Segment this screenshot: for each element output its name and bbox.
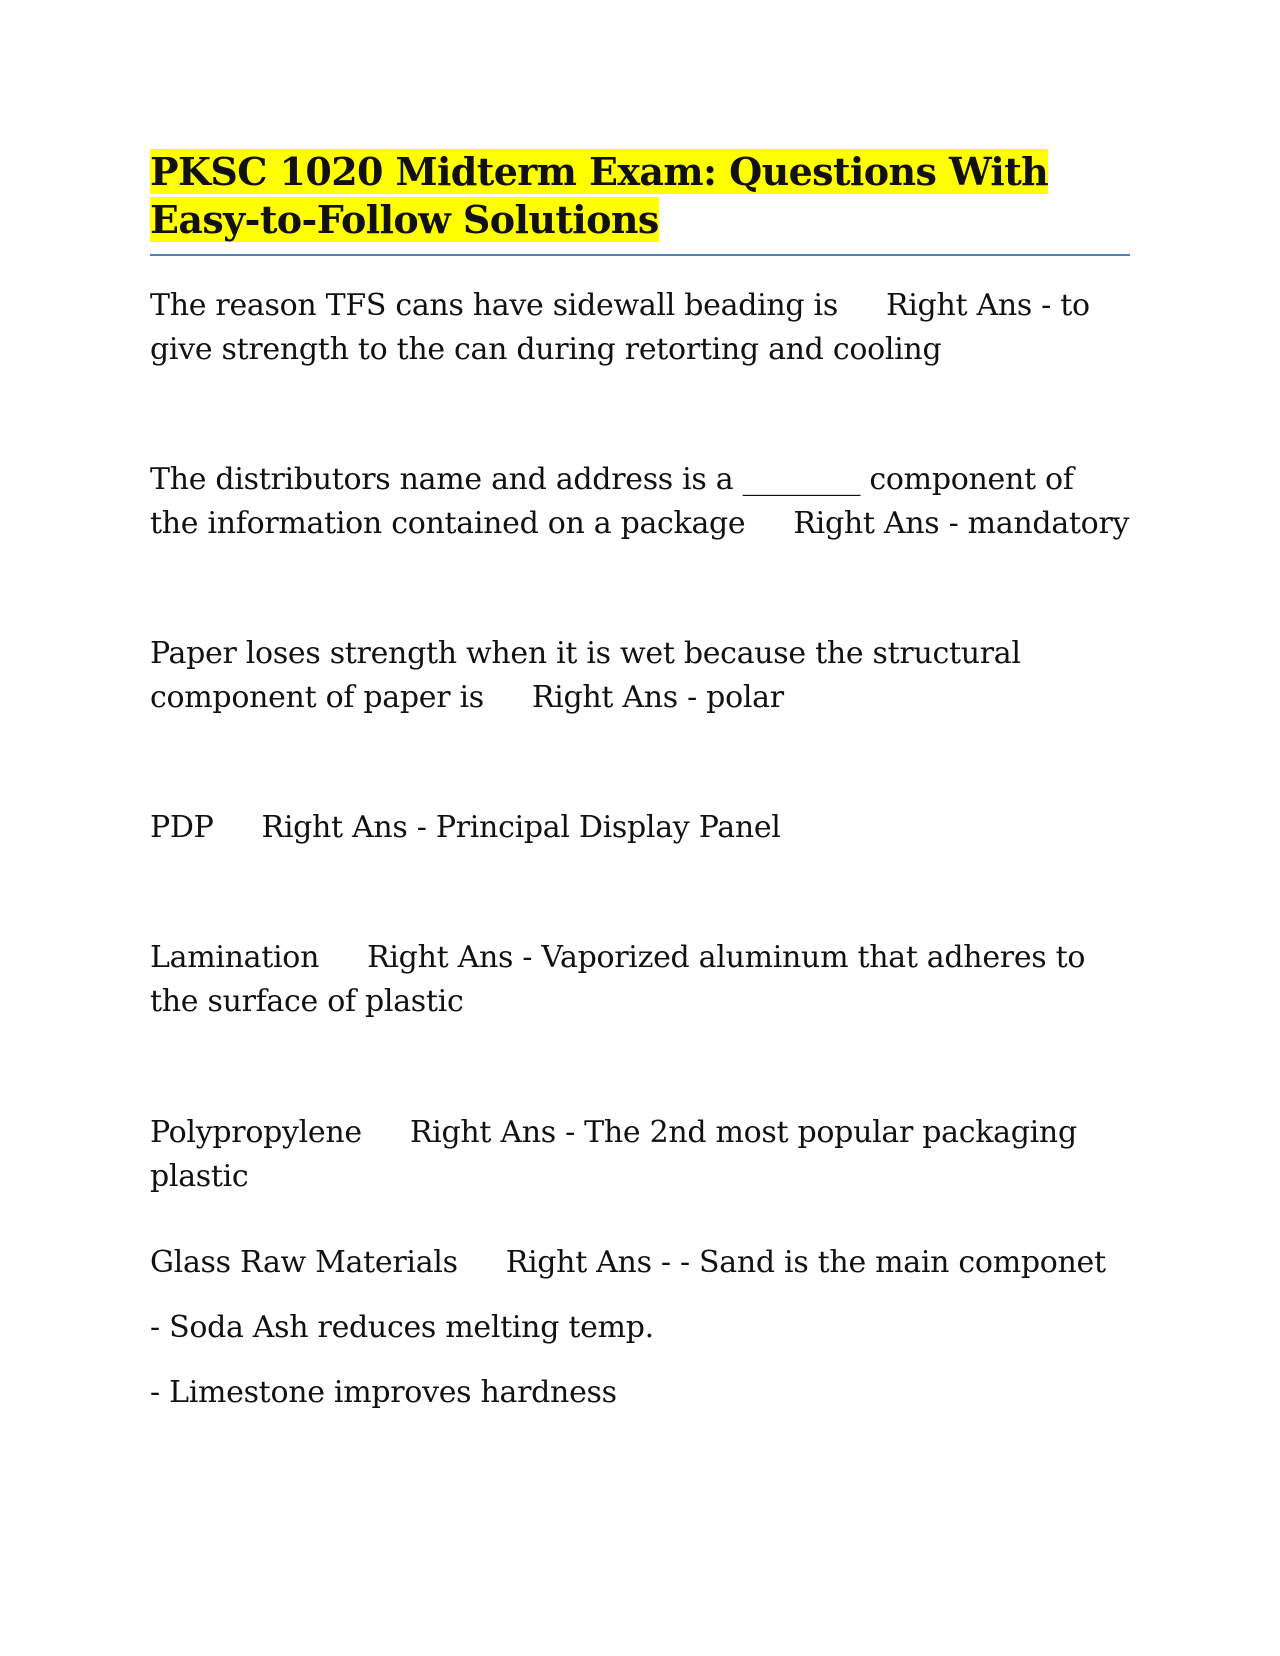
- answer-text: Right Ans - The 2nd most popular packaging plastic: [150, 1115, 1077, 1194]
- question-text: The reason TFS cans have sidewall beading is: [150, 288, 838, 323]
- question-text: Glass Raw Materials: [150, 1245, 458, 1280]
- question-text: PDP: [150, 810, 214, 845]
- answer-line-text: - Limestone improves hardness: [150, 1375, 617, 1410]
- title-block: [150, 148, 1130, 256]
- answer-line-text: - Soda Ash reduces melting temp.: [150, 1310, 654, 1345]
- qa-item: [150, 284, 1130, 372]
- answer-text: Right Ans - polar: [531, 680, 784, 715]
- document-title: [150, 148, 1130, 244]
- qa-item: [150, 806, 1130, 850]
- document-title-text: PKSC 1020 Midterm Exam: Questions With Easy-to-Follow Solutions: [150, 149, 1049, 242]
- qa-item: [150, 632, 1130, 720]
- qa-item: [150, 936, 1130, 1024]
- answer-text: Right Ans - mandatory: [793, 506, 1130, 541]
- answer-text: Right Ans - Vaporized aluminum that adheres to the surface of plastic: [150, 940, 1086, 1019]
- qa-item: [150, 1241, 1130, 1285]
- qa-item: [150, 458, 1130, 546]
- answer-continuation-line: [150, 1371, 1130, 1415]
- qa-item: [150, 1111, 1130, 1199]
- question-text: Polypropylene: [150, 1115, 362, 1150]
- question-text: The distributors name and address is a ________ component of the information contained on a package: [150, 462, 1074, 541]
- answer-continuation-line: [150, 1306, 1130, 1350]
- answer-text: Right Ans - - Sand is the main componet: [505, 1245, 1106, 1280]
- question-text: Lamination: [150, 940, 320, 975]
- answer-text: Right Ans - to give strength to the can during retorting and cooling: [150, 288, 1090, 367]
- answer-text: Right Ans - Principal Display Panel: [261, 810, 781, 845]
- question-text: Paper loses strength when it is wet because the structural component of paper is: [150, 636, 1021, 715]
